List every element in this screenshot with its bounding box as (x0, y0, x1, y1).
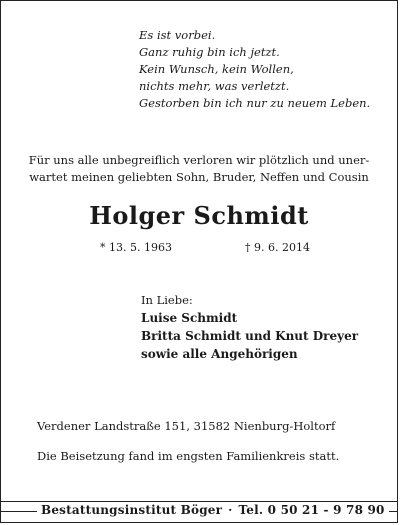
poem-line: nichts mehr, was verletzt. (139, 79, 290, 93)
footer-separator: · (228, 503, 233, 517)
mourners-block (141, 292, 358, 363)
mourner-name: sowie alle Angehörigen (141, 347, 298, 361)
death-date: † 9. 6. 2014 (245, 241, 310, 254)
mourner-name: Britta Schmidt und Knut Dreyer (141, 329, 359, 343)
undertaker-footer (1, 501, 397, 522)
intro-text (1, 152, 397, 186)
undertaker-phone: Tel. 0 50 21 - 9 78 90 (238, 503, 385, 517)
mourning-address: Verdener Landstraße 151, 31582 Nienburg-Holtorf (37, 419, 336, 433)
funeral-note: Die Beisetzung fand im engsten Familienkreis statt. (37, 449, 340, 463)
mourners-heading: In Liebe: (141, 293, 193, 307)
intro-line: Für uns alle unbegreiflich verloren wir plötzlich und uner- (28, 153, 370, 167)
poem-line: Gestorben bin ich nur zu neuem Leben. (139, 96, 371, 110)
undertaker-name: Bestattungsinstitut Böger (41, 503, 223, 517)
poem (139, 27, 370, 112)
footer-text (37, 503, 389, 517)
poem-line: Kein Wunsch, kein Wollen, (139, 62, 294, 76)
deceased-name: Holger Schmidt (89, 201, 309, 230)
birth-date: * 13. 5. 1963 (100, 241, 172, 254)
poem-line: Ganz ruhig bin ich jetzt. (139, 45, 280, 59)
intro-line: wartet meinen geliebten Sohn, Bruder, Neffen und Cousin (29, 170, 369, 184)
poem-line: Es ist vorbei. (139, 28, 216, 42)
mourner-name: Luise Schmidt (141, 311, 238, 325)
